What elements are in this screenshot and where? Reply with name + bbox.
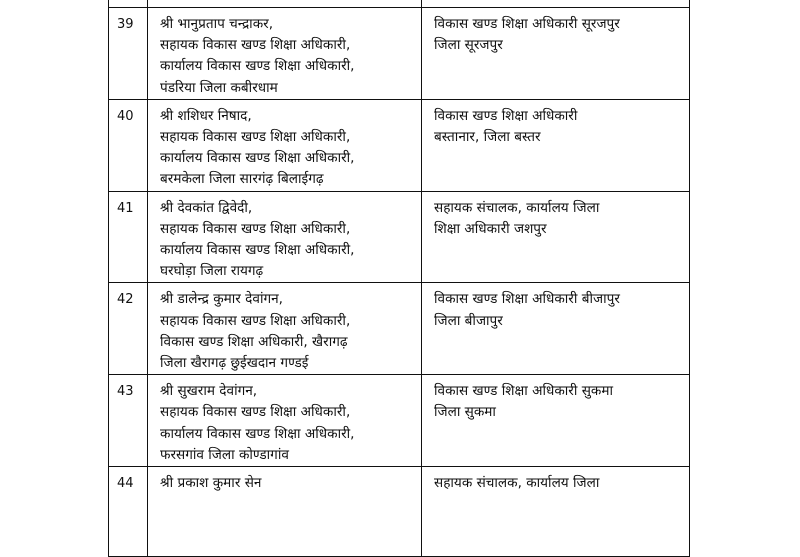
table-row bbox=[109, 0, 690, 8]
table-row bbox=[109, 99, 690, 191]
serial-number-cell bbox=[109, 99, 148, 191]
serial-number-cell bbox=[109, 283, 148, 375]
officer-location: फरसगांव जिला कोण्डागांव bbox=[160, 446, 289, 463]
serial-number-cell bbox=[109, 467, 148, 557]
serial-number: 42 bbox=[117, 292, 134, 308]
officer-details-cell bbox=[148, 283, 422, 375]
officer-office: विकास खण्ड शिक्षा अधिकारी, खैरागढ़ bbox=[160, 333, 348, 350]
new-posting-cell bbox=[422, 375, 690, 467]
serial-number-cell bbox=[109, 8, 148, 100]
posting-line: बस्तानार, जिला बस्तर bbox=[434, 129, 541, 146]
officer-details-cell bbox=[148, 375, 422, 467]
new-posting-cell bbox=[422, 283, 690, 375]
officer-details-cell bbox=[148, 191, 422, 283]
officer-name: श्री डालेन्द्र कुमार देवांगन, bbox=[160, 291, 284, 308]
table-row bbox=[109, 467, 690, 557]
table-row bbox=[109, 283, 690, 375]
table-row bbox=[109, 375, 690, 467]
serial-number: 43 bbox=[117, 384, 134, 400]
new-posting-cell bbox=[422, 8, 690, 100]
new-posting-cell bbox=[422, 99, 690, 191]
officer-location: जिला खैरागढ़ छुईखदान गण्डई bbox=[160, 355, 309, 372]
serial-number: 40 bbox=[117, 108, 134, 124]
officer-location: घरघोड़ा जिला रायगढ़ bbox=[160, 263, 264, 280]
serial-number-cell bbox=[109, 375, 148, 467]
table-row bbox=[109, 191, 690, 283]
officer-name: श्री सुखराम देवांगन, bbox=[160, 383, 258, 400]
new-posting-cell bbox=[422, 0, 690, 8]
table-row bbox=[109, 8, 690, 100]
posting-line: शिक्षा अधिकारी जशपुर bbox=[434, 220, 547, 237]
serial-number: 39 bbox=[117, 17, 134, 32]
officer-details-cell bbox=[148, 0, 422, 8]
officer-name: श्री भानुप्रताप चन्द्राकर, bbox=[160, 16, 274, 32]
officer-office: कार्यालय विकास खण्ड शिक्षा अधिकारी, bbox=[160, 150, 355, 167]
serial-number-cell bbox=[109, 0, 148, 8]
officer-details-cell bbox=[148, 8, 422, 100]
serial-number: 41 bbox=[117, 200, 134, 216]
posting-line: सहायक संचालक, कार्यालय जिला bbox=[434, 199, 600, 216]
transfer-order-table bbox=[108, 0, 690, 557]
officer-details-cell bbox=[148, 467, 422, 557]
posting-line: जिला सूरजपुर bbox=[434, 37, 503, 54]
officer-name: श्री प्रकाश कुमार सेन bbox=[160, 475, 262, 492]
officer-designation: सहायक विकास खण्ड शिक्षा अधिकारी, bbox=[160, 404, 351, 421]
officer-designation: सहायक विकास खण्ड शिक्षा अधिकारी, bbox=[160, 220, 351, 237]
new-posting-cell bbox=[422, 467, 690, 557]
officer-office: कार्यालय विकास खण्ड शिक्षा अधिकारी, bbox=[160, 58, 355, 75]
officer-designation: सहायक विकास खण्ड शिक्षा अधिकारी, bbox=[160, 312, 351, 329]
officer-location: पंडरिया जिला कबीरधाम bbox=[160, 79, 278, 96]
posting-line: सहायक संचालक, कार्यालय जिला bbox=[434, 475, 600, 492]
officer-details-cell bbox=[148, 99, 422, 191]
posting-line: विकास खण्ड शिक्षा अधिकारी बीजापुर bbox=[434, 291, 620, 308]
new-posting-cell bbox=[422, 191, 690, 283]
officer-designation: सहायक विकास खण्ड शिक्षा अधिकारी, bbox=[160, 37, 351, 54]
posting-line: विकास खण्ड शिक्षा अधिकारी सूरजपुर bbox=[434, 16, 620, 32]
officer-location: बरमकेला जिला सारगंढ़ बिलाईगढ़ bbox=[160, 171, 324, 188]
serial-number: 44 bbox=[117, 476, 134, 492]
posting-line: जिला सुकमा bbox=[434, 404, 496, 421]
serial-number-cell bbox=[109, 191, 148, 283]
posting-line: विकास खण्ड शिक्षा अधिकारी सुकमा bbox=[434, 383, 613, 400]
officer-office: कार्यालय विकास खण्ड शिक्षा अधिकारी, bbox=[160, 242, 355, 259]
posting-line: विकास खण्ड शिक्षा अधिकारी bbox=[434, 107, 578, 124]
officer-name: श्री शशिधर निषाद, bbox=[160, 107, 252, 124]
officer-name: श्री देवकांत द्विवेदी, bbox=[160, 199, 253, 216]
posting-line: जिला बीजापुर bbox=[434, 312, 503, 329]
officer-designation: सहायक विकास खण्ड शिक्षा अधिकारी, bbox=[160, 129, 351, 146]
officer-office: कार्यालय विकास खण्ड शिक्षा अधिकारी, bbox=[160, 425, 355, 442]
